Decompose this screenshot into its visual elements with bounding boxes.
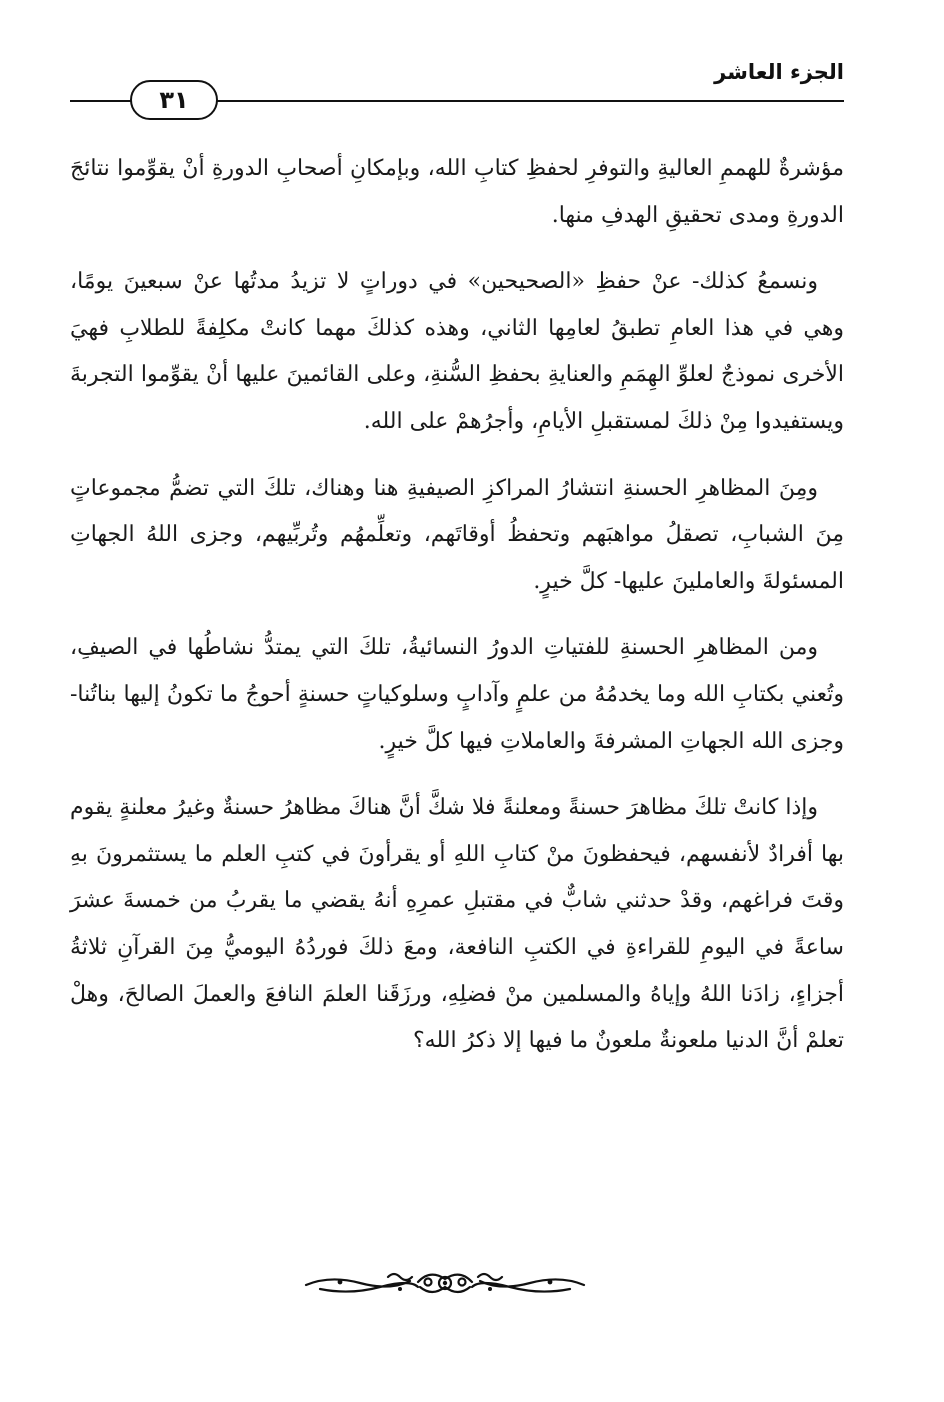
paragraph-1: مؤشرةٌ للهممِ العاليةِ والتوفرِ لحفظِ كتابِ الله، وبإمكانِ أصحابِ الدورةِ أنْ يقوِّموا نتائجَ الدورةِ ومدى تحقيقِ الهدفِ منها.	[70, 156, 844, 228]
page-number-badge	[130, 80, 218, 120]
header-rule-right	[216, 100, 844, 102]
header-rule-left	[70, 100, 132, 102]
body-text	[70, 146, 844, 1085]
running-head: الجزء العاشر	[714, 60, 844, 84]
paragraph-2: ونسمعُ كذلك- عنْ حفظِ «الصحيحين» في دوراتٍ لا تزيدُ مدتُها عنْ سبعينَ يومًا، وهي في هذا العامِ تطبقُ لعامِها الثاني، وهذه كذلكَ مهما كانتْ مكلِفةً للطلابِ فهيَ الأخرى نموذجٌ لعلوِّ الهِمَمِ والعنايةِ بحفظِ السُّنةِ، وعلى القائمينَ عليها أنْ يقوِّموا التجربةَ ويستفيدوا مِنْ ذلكَ لمستقبلِ الأيامِ، وأجرُهمْ على الله.	[70, 269, 844, 434]
paragraph-4: ومن المظاهرِ الحسنةِ للفتياتِ الدورُ النسائيةُ، تلكَ التي يمتدُّ نشاطُها في الصيفِ، وتُعني بكتابِ الله وما يخدمُهُ من علمٍ وآدابٍ وسلوكياتٍ حسنةٍ أحوجُ ما تكونُ إليها بناتُنا- وجزى الله الجهاتِ المشرفةَ والعاملاتِ فيها كلَّ خيرٍ.	[70, 635, 844, 754]
page-number: ٣١	[159, 86, 189, 114]
paragraph-3: ومِنَ المظاهرِ الحسنةِ انتشارُ المراكزِ الصيفيةِ هنا وهناك، تلكَ التي تضمُّ مجموعاتٍ مِنَ الشبابِ، تصقلُ مواهبَهم وتحفظُ أوقاتَهم، وتعلِّمهُم وتُربِّيهم، وجزى اللهُ الجهاتِ المسئولةَ والعاملينَ عليها- كلَّ خيرٍ.	[70, 475, 844, 594]
flourish-divider-icon	[300, 1265, 590, 1299]
paragraph-5: وإذا كانتْ تلكَ مظاهرَ حسنةً ومعلنةً فلا شكَّ أنَّ هناكَ مظاهرُ حسنةٌ وغيرُ معلنةٍ يقوم بها أفرادٌ لأنفسهم، فيحفظونَ منْ كتابِ اللهِ أو يقرأونَ في كتبِ العلم ما يستثمرونَ بهِ وقتَ فراغهم، وقدْ حدثني شابٌّ في مقتبلِ عمرِهِ أنهُ يقضي ما يقربُ من خمسةَ عشرَ ساعةً في اليومِ للقراءةِ في الكتبِ النافعة، ومعَ ذلكَ فوردُهُ اليوميُّ مِنَ القرآنِ ثلاثةُ أجزاءٍ، زادَنا اللهُ وإياهُ والمسلمين منْ فضلِهِ، ورزَقَنا العلمَ النافعَ والعملَ الصالحَ، وهلْ تعلمْ أنَّ الدنيا ملعونةٌ ملعونٌ ما فيها إلا ذكرُ الله؟	[70, 795, 844, 1054]
